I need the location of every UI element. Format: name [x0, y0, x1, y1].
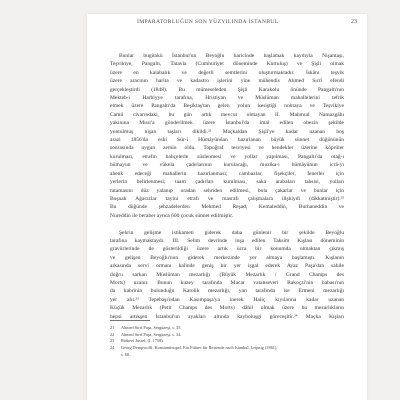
text-line: yerlerin belirlenmesi; taam çadırları kurulması, saka arabaları tahsisi, yolları [110, 179, 344, 186]
text-line: yer alır.²³ Tepebaşı'ndan Kasımpaşa'ya inerek Haliç kıyılarına kadar uzanan [110, 296, 344, 303]
text-line: arazi 1856'da eski Sür-i Hümâyûndan hazırlanan büyük sünnet düğününün [110, 137, 344, 144]
footnote [110, 352, 344, 359]
text-line: da kabrinin bulunduğu Katolik mezarlığı, yan tarafında ise Ermeni mezarlığı [110, 288, 344, 295]
running-head: İMPARATORLUĞUN SON YÜZYILINDA İSTANBUL [137, 19, 279, 25]
text-line: Nureddin ile beraber aynca 600 çocuk sünnet edilmiştir. [110, 212, 234, 219]
text-line: Bunlar bugünkü İstanbul'un Beyoğlu haricinde başlamak kaydıyla Nişantaşı, [119, 53, 344, 59]
text-line: gerçekleştirdi (1848). Bu mümeseleden Şişli Karakolu önünde Pangaltı'nın [110, 86, 344, 93]
footnote [110, 345, 344, 352]
text-line: hümayun ve vükela çadırlarının kurulacağı, muzika-i hümâyûnun icrâ-yı [110, 162, 344, 169]
text-line: Bu düğünde şehzadelerden Mehmed Reşad, Kemaleddin, Burhaneddin ve [110, 204, 344, 211]
text-line: kurulması, etrafın bahçelerle süslenmesi ve yollar yapılması, Pangaltı'da otağ-ı [110, 153, 344, 160]
footnotes [110, 325, 344, 359]
text-line: doğru sarkan Müslüman mezarlığı (Büyük Mezarlık / Grand Champs des [110, 271, 344, 278]
text-line: Küçük Mezarlık (Petit Champs des Morts) dâhil olmak üzere bu mezarlıkların [110, 305, 344, 312]
text-line: Camii civarındaki, bu gün artık mevcut olmayan II. Mahmud Namazgâhı [110, 111, 344, 118]
footnote-text: Râikezi Jüssel, (I. 1758). [121, 338, 164, 344]
text-line: Morts) uzanır. Bunun kuzey tarafında Macar vatanseveri Rakoçzi'nin babası'nın [110, 279, 344, 286]
footnote-number: 21 [110, 325, 115, 330]
text-line: üzere en kalabalık ve değerli semtlerini oluşturmaktadır. İskânı teşvik [110, 69, 344, 76]
text-line: tutamasını düz yalanıp oradan sehriden edilmesi, bola çakarlar ve bunlar için [110, 187, 344, 194]
text-line: Teşvikiye, Pangaltı, Tatavla (Cumhuriyet döneminde Kurtuluş) ve Şişli olmak [110, 61, 344, 68]
text-line: ve gelişen Beyoğlu'nun giderek merkezinde yer almaya başlamıştı. Kışlanın [110, 254, 344, 261]
text-line: hepsi artıkşen İstanbul'un ayakları altında kayboluşgi göreceşitir.²⁴ Maçka Kışları [110, 313, 344, 320]
text-line: etmek üzere Pangaltı'da Beşiktaş'tan gelen yolun kesiştiği noktaya ve Teşvikiye [110, 103, 344, 110]
footnote-text: Ahmed Sırrî Paşa, Sergüzeşt, s. 35. [121, 325, 182, 330]
text-line: Şehrin gelişme istikameti giderek daha günlenir bir şekilde Beyoğlu [119, 229, 344, 236]
footnote-divider [110, 320, 150, 321]
text-line: yakınına Mısır'a gönderilmek üzere İstanbul'da imal edilen obezin şekilde [110, 120, 344, 127]
footnote-text: Ahmed Sırrî Paşa, Sergüzeşt, s. 34. [121, 331, 182, 337]
text-line: sonrasında uygun zemin oldu. Topoğraf tesviyesi ve hendekler üzerine köprüler [110, 145, 344, 152]
text-line: tarafına kaymaktaydı. III. Selim devrinde inşa edilen Taksim Kışlası döneminin [110, 237, 344, 244]
footnote [110, 332, 344, 339]
footnote-text: s. 60. [121, 351, 131, 357]
footnote-number: 24 [110, 345, 115, 351]
footnote [110, 325, 344, 332]
text-line: gravürlerinde de gösterildiği üzere artık ücra bir konumda olmaktan çıkmış [110, 246, 344, 253]
paragraph-gap [110, 220, 344, 228]
body-text [110, 52, 344, 321]
text-line: üzere aracının harita ve kadastro işlerini yine mühendis Ahmed Sırrî efendi [110, 78, 344, 85]
text-line: ahenk edeceği mahallerin hazırlanması; cambazlar, fişekçiler, fenerler için [110, 170, 344, 177]
text-line: Mekteb-i Harbiyye tarafına, Hristiyan ve Müslüman mahallelerini tefrik [110, 95, 344, 102]
page-number: 23 [351, 19, 357, 25]
footnote-number: 23 [110, 338, 115, 344]
book-page [87, 14, 367, 400]
paragraph [110, 229, 344, 321]
text-line: Boşnak Ağacızlar tayini etrafı ve masrafı çalışmalara ilişkiydi (dikkatmiştir).²² [110, 195, 344, 202]
paragraph [110, 52, 344, 220]
text-line: yontulmuş nişan taşları dikildi.²¹ Maçkaldan Şişli'ye kadar uzanan boş [110, 128, 344, 135]
footnote-number: 22 [110, 331, 115, 337]
footnote-text: Georg Dempwolff, Konstantinopel, Ein Führer für Reisende nach Istanbul, Leipzig (1861), [121, 345, 278, 351]
page-header [87, 19, 367, 29]
text-line: arkasında servi ormanı halinde geniş bir yer işgal ederek Ayaz Paşa'dan sahile [110, 263, 344, 270]
footnote [110, 338, 344, 345]
